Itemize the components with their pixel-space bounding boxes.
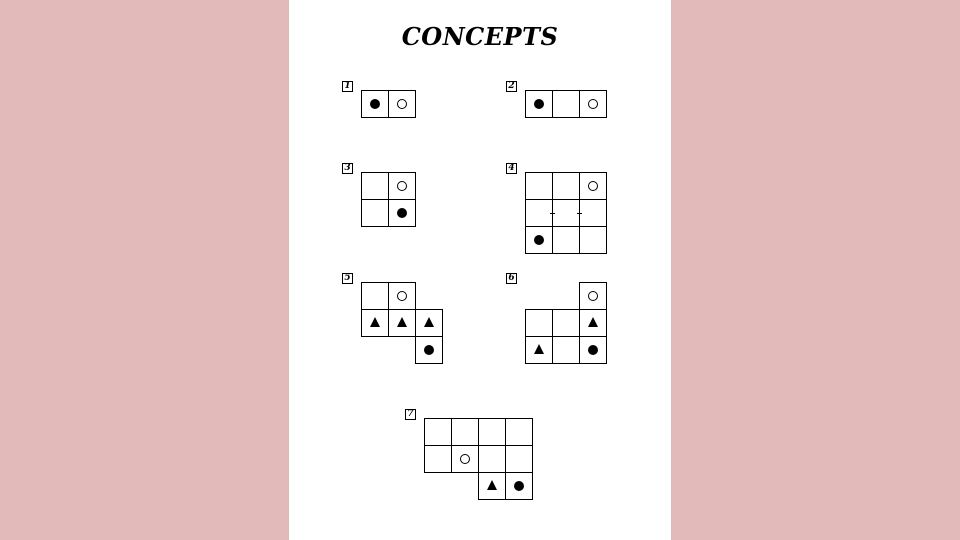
wall-tick — [577, 213, 582, 214]
wall-tick — [478, 443, 479, 448]
wall-tick — [388, 184, 389, 189]
grid-cell[interactable] — [478, 472, 506, 500]
grid-cell[interactable] — [388, 90, 416, 118]
puzzle-number: 1 — [342, 81, 353, 92]
puzzle-number: 4 — [506, 163, 517, 174]
grid-cell[interactable] — [361, 172, 389, 200]
grid-cell[interactable] — [579, 309, 607, 337]
black-stone-icon — [534, 99, 544, 109]
grid-cell[interactable] — [579, 226, 607, 254]
puzzle-number: 6 — [506, 273, 517, 284]
white-stone-icon — [460, 454, 470, 464]
grid-cell[interactable] — [388, 282, 416, 310]
grid-cell[interactable] — [424, 445, 452, 473]
grid-cell[interactable] — [451, 418, 479, 446]
grid-cell[interactable] — [579, 199, 607, 227]
triangle-marker-icon — [588, 317, 598, 327]
grid-cell[interactable] — [361, 199, 389, 227]
grid-cell[interactable] — [505, 418, 533, 446]
white-stone-icon — [588, 181, 598, 191]
triangle-marker-icon — [487, 480, 497, 490]
black-stone-icon — [424, 345, 434, 355]
black-stone-icon — [397, 208, 407, 218]
puzzle-number: 7 — [405, 409, 416, 420]
triangle-marker-icon — [424, 317, 434, 327]
wall-tick — [388, 211, 389, 216]
black-stone-icon — [370, 99, 380, 109]
wall-tick — [537, 226, 542, 227]
puzzle-number: 5 — [342, 273, 353, 284]
grid-cell[interactable] — [361, 90, 389, 118]
grid-cell[interactable] — [478, 418, 506, 446]
triangle-marker-icon — [397, 317, 407, 327]
puzzle-page — [289, 0, 671, 540]
grid-cell[interactable] — [505, 472, 533, 500]
grid-cell[interactable] — [505, 445, 533, 473]
grid-cell[interactable] — [552, 199, 580, 227]
grid-cell[interactable] — [415, 336, 443, 364]
grid-cell[interactable] — [388, 309, 416, 337]
grid-cell[interactable] — [579, 282, 607, 310]
triangle-marker-icon — [534, 344, 544, 354]
grid-cell[interactable] — [552, 172, 580, 200]
wall-tick — [373, 199, 378, 200]
grid-cell[interactable] — [388, 199, 416, 227]
grid-cell[interactable] — [424, 418, 452, 446]
puzzle-number: 2 — [506, 81, 517, 92]
puzzle-number: 3 — [342, 163, 353, 174]
wall-tick — [579, 184, 580, 189]
grid-cell[interactable] — [525, 199, 553, 227]
grid-cell[interactable] — [361, 282, 389, 310]
grid-cell[interactable] — [552, 336, 580, 364]
black-stone-icon — [534, 235, 544, 245]
grid-cell[interactable] — [478, 445, 506, 473]
wall-tick — [451, 430, 452, 435]
grid-cell[interactable] — [579, 172, 607, 200]
grid-cell[interactable] — [552, 309, 580, 337]
grid-cell[interactable] — [525, 336, 553, 364]
wall-tick — [552, 211, 553, 216]
black-stone-icon — [588, 345, 598, 355]
grid-cell[interactable] — [525, 172, 553, 200]
grid-cell[interactable] — [415, 309, 443, 337]
black-stone-icon — [514, 481, 524, 491]
grid-cell[interactable] — [579, 336, 607, 364]
grid-cell[interactable] — [552, 226, 580, 254]
grid-cell[interactable] — [388, 172, 416, 200]
white-stone-icon — [397, 291, 407, 301]
white-stone-icon — [588, 291, 598, 301]
grid-cell[interactable] — [525, 309, 553, 337]
grid-cell[interactable] — [552, 90, 580, 118]
grid-cell[interactable] — [579, 90, 607, 118]
wall-tick — [478, 470, 479, 475]
page-title: CONCEPTS — [401, 22, 559, 51]
grid-cell[interactable] — [525, 90, 553, 118]
grid-cell[interactable] — [451, 445, 479, 473]
grid-cell[interactable] — [525, 226, 553, 254]
white-stone-icon — [397, 181, 407, 191]
white-stone-icon — [588, 99, 598, 109]
triangle-marker-icon — [370, 317, 380, 327]
grid-cell[interactable] — [361, 309, 389, 337]
white-stone-icon — [397, 99, 407, 109]
